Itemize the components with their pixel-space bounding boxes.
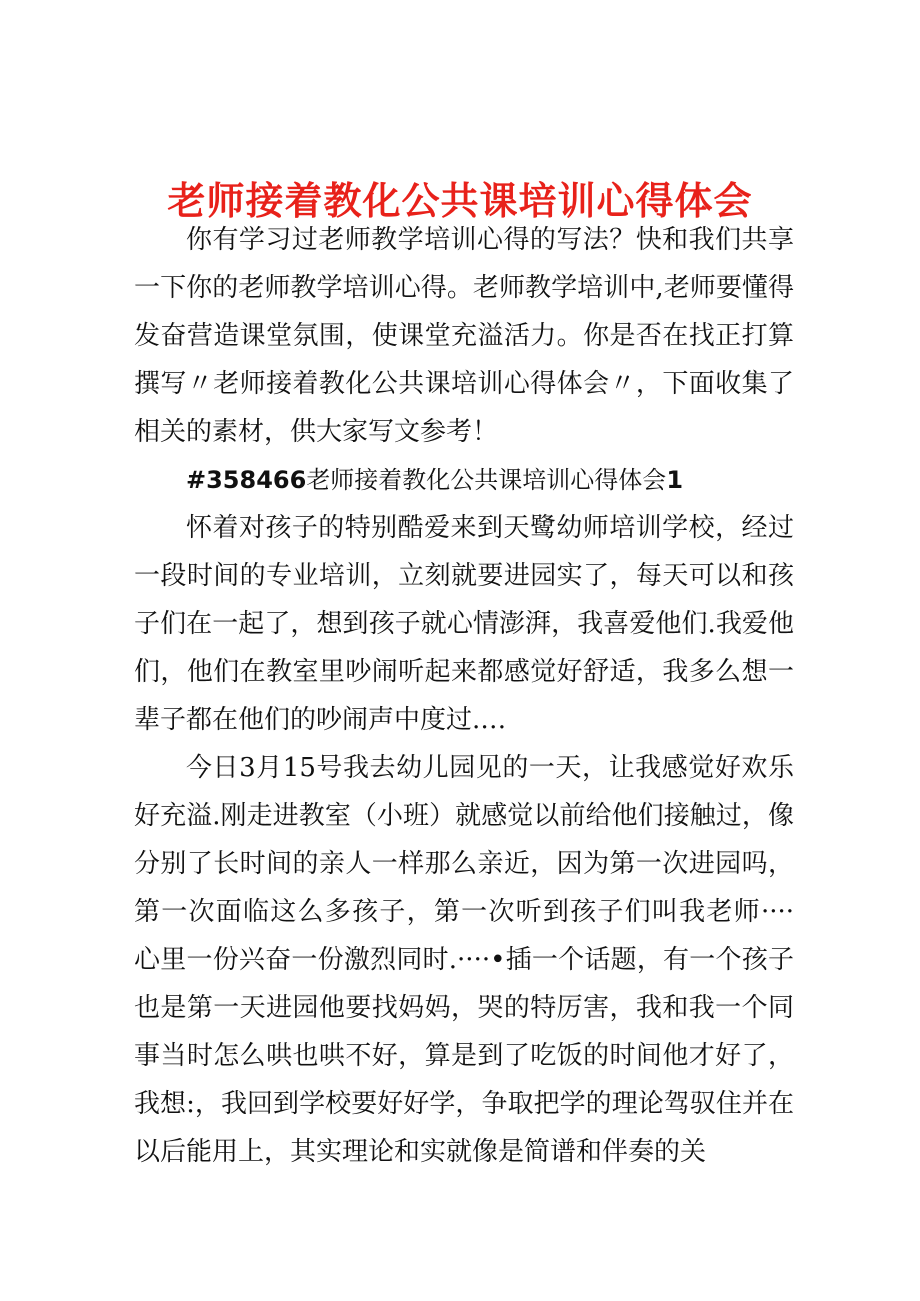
body-paragraph-2: 今日3月15号我去幼儿园见的一天，让我感觉好欢乐好充溢.刚走进教室（小班）就感觉以前给他们接触过，像分别了长时间的亲人一样那么亲近，因为第一次进园吗，第一次面临这么多孩子，第一次听到孩子们叫我老师···· 心里一份兴奋一份激烈同时.····•插一个话题，有一个孩子也是第一天进园他要找妈妈，哭的特厉害，我和我一个同事当时怎么哄也哄不好，算是到了吃饭的时间他才好了，我想:，我回到学校要好好学，争取把学的理论驾驭住并在以后能用上，其实理论和实就像是简谱和伴奏的关 xyxy=(134,753,794,1167)
document-title: 老师接着教化公共课培训心得体会 xyxy=(167,178,753,224)
document-body xyxy=(134,216,794,1176)
intro-paragraph: 你有学习过老师教学培训心得的写法？快和我们共享一下你的老师教学培训心得。老师教学培训中,老师要懂得发奋营造课堂氛围，使课堂充溢活力。你是否在找正打算撰写〃老师接着教化公共课培训心得体会〃，下面收集了相关的素材，供大家写文参考！ xyxy=(134,225,794,447)
section-heading-number: #358466 xyxy=(186,466,307,494)
section-heading-text: 老师接着教化公共课培训心得体会 xyxy=(306,466,667,494)
section-heading-suffix: 1 xyxy=(666,466,684,494)
section-heading xyxy=(134,456,794,504)
body-paragraph-1: 怀着对孩子的特别酷爱来到天鹭幼师培训学校，经过一段时间的专业培训，立刻就要进园实了，每天可以和孩子们在一起了，想到孩子就心情澎湃，我喜爱他们.我爱他们，他们在教室里吵闹听起来都感觉好舒适，我多么想一辈子都在他们的吵闹声中度过.… xyxy=(134,513,794,735)
